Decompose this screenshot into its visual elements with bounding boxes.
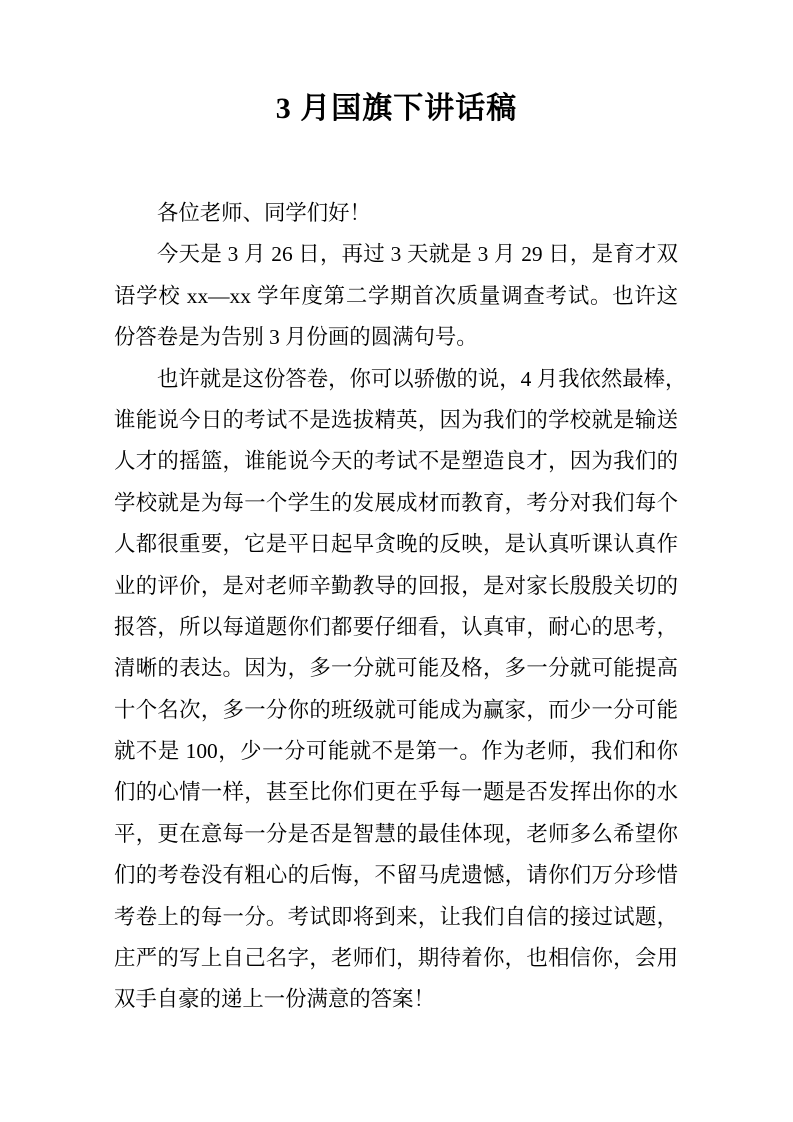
text-line: 人都很重要，它是平日起早贪晚的反映，是认真听课认真作	[114, 532, 678, 557]
text-line: 十个名次，多一分你的班级就可能成为赢家，而少一分可能	[114, 697, 678, 722]
text-line: 学校就是为每一个学生的发展成材而教育，考分对我们每个	[114, 490, 678, 515]
text-line: 语学校 xx—xx 学年度第二学期首次质量调查考试。也许这	[114, 283, 678, 308]
document-title: 3 月国旗下讲话稿	[275, 92, 518, 125]
text-line: 谁能说今日的考试不是选拔精英，因为我们的学校就是输送	[114, 407, 678, 432]
text-line: 双手自豪的递上一份满意的答案！	[114, 987, 435, 1012]
text-line: 各位老师、同学们好！	[157, 201, 371, 225]
text-line: 清晰的表达。因为，多一分就可能及格，多一分就可能提高	[114, 656, 678, 681]
text-line: 们的考卷没有粗心的后悔，不留马虎遗憾，请你们万分珍惜	[114, 863, 678, 888]
document-body	[114, 193, 687, 1021]
text-line: 业的评价，是对老师辛勤教导的回报，是对家长殷殷关切的	[114, 573, 678, 598]
text-line: 考卷上的每一分。考试即将到来，让我们自信的接过试题，	[114, 904, 678, 929]
text-line: 人才的摇篮，谁能说今天的考试不是塑造良才，因为我们的	[114, 449, 678, 474]
paragraph	[114, 193, 678, 234]
text-line: 今天是 3 月 26 日，再过 3 天就是 3 月 29 日，是育才双	[157, 242, 678, 267]
text-line: 也许就是这份答卷，你可以骄傲的说，4 月我依然最棒，	[157, 366, 687, 391]
text-line: 报答，所以每道题你们都要仔细看，认真审，耐心的思考，	[114, 614, 678, 639]
text-line: 庄严的写上自己名字，老师们，期待着你，也相信你，会用	[114, 946, 678, 971]
text-line: 们的心情一样，甚至比你们更在乎每一题是否发挥出你的水	[114, 780, 678, 805]
text-line: 份答卷是为告别 3 月份画的圆满句号。	[114, 325, 478, 350]
paragraph	[114, 234, 678, 358]
text-line: 就不是 100，少一分可能就不是第一。作为老师，我们和你	[114, 739, 678, 764]
text-line: 平，更在意每一分是否是智慧的最佳体现，老师多么希望你	[114, 821, 678, 846]
paragraph	[114, 359, 687, 1021]
